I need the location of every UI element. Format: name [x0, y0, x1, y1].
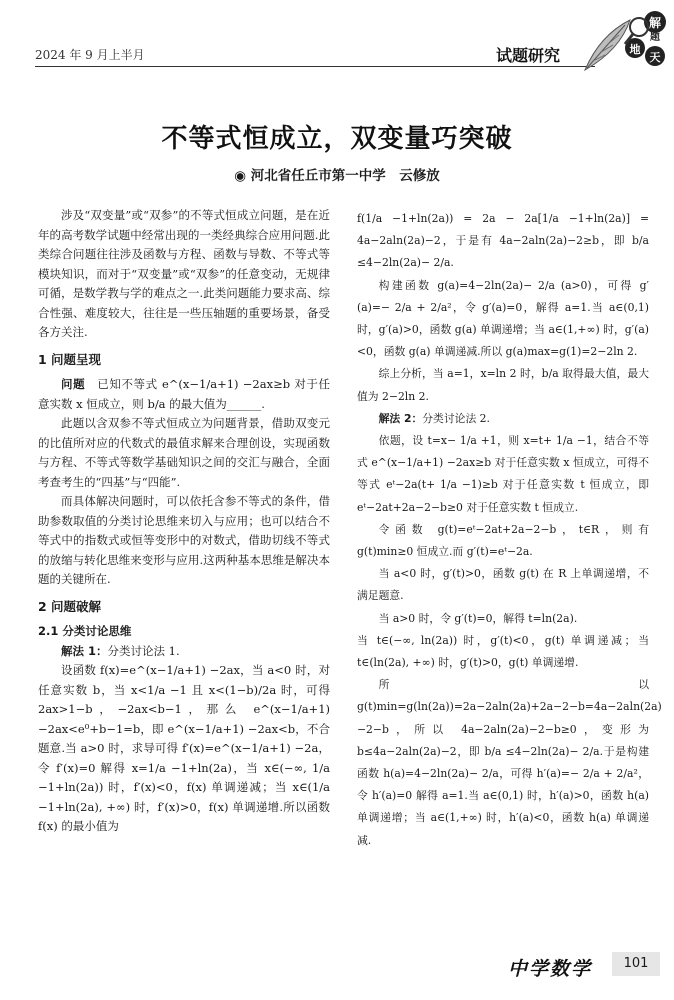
section-heading-2: 2 问题破解 — [38, 598, 102, 614]
problem-paragraph — [38, 375, 330, 414]
page-header — [0, 0, 674, 82]
right-paragraph-6: 当 a<0 时，g′(t)>0，函数 g(t) 在 R 上单调递增，不满足题意. — [357, 567, 649, 603]
solution1-heading — [38, 642, 330, 662]
solution1-label: 解法 1： — [61, 643, 108, 658]
right-paragraph-3: 综上分析，当 a=1，x=ln 2 时，b/a 取得最大值，最大值为 2−2ln 2. — [357, 367, 649, 403]
solution2-title: 分类讨论法 2. — [422, 411, 490, 425]
solution2-label: 解法 2： — [378, 411, 423, 425]
right-paragraph-5: 令函数 g(t)=eᵗ−2at+2a−2−b，t∈R，则有 g(t)min≥0 恒成立.而 g′(t)=eᵗ−2a. — [357, 522, 649, 559]
solution1-title: 分类讨论法 1. — [107, 643, 180, 658]
right-paragraph-9: 所以 g(t)min=g(ln(2a))=2a−2aln(2a)+2a−2−b=4a−2aln(2a)−2−b，所以 4a−2aln(2a)−2−b≥0，变形为 b≤4a−2aln(2a)−2，即 b/a ≤4−2ln(2a)− 2/a.于是构建函数 h(a)=4−2ln(2a)− 2/a，可得 h′(a)=− 2/a + 2/a²，令 h′(a)=0 解得 a=1.当 a∈(0,1) 时，h′(a)>0，函数 h(a) 单调递增；当 a∈(1,+∞) 时，h′(a)<0，函数 h(a) 单调递减. — [357, 678, 662, 847]
right-paragraph-1: f(1/a −1+ln(2a)) = 2a − 2a[1/a −1+ln(2a)] = 4a−2aln(2a)−2，于是有 4a−2aln(2a)−2≥b，即 b/a ≤4−2ln(2a)− 2/a. — [357, 212, 649, 270]
issue-date: 2024 年 9 月上半月 — [35, 48, 145, 62]
right-paragraph-2: 构建函数 g(a)=4−2ln(2a)− 2/a (a>0)，可得 g′(a)=− 2/a + 2/a²，令 g′(a)=0，解得 a=1.当 a∈(0,1) 时，g′(a)>0，函数 g(a) 单调递增；当 a∈(1,+∞) 时，g′(a)<0，函数 g(a) 单调递减.所以 g(a)max=g(1)=2−2ln 2. — [357, 278, 649, 359]
problem-text: 已知不等式 e^(x−1/a+1) −2ax≥b 对于任意实数 x 恒成立，则 b/a 的最大值为______. — [38, 377, 330, 411]
leaf-magnifier-icon — [575, 0, 674, 82]
analysis-paragraph-2: 而具体解决问题时，可以依托含参不等式的条件，借助参数取值的分类讨论思维来切入与应用；也可以结合不等式中的指数式或恒等变形中的对数式，借助切线不等式的放缩与转化思维来变形与应用.这两种基本思维是解决本题的关键所在. — [38, 494, 330, 586]
problem-label: 问题 — [61, 377, 86, 391]
subsection-heading-2-1: 2.1 分类讨论思维 — [38, 624, 132, 638]
section-heading-1: 1 问题呈现 — [38, 351, 102, 367]
right-paragraph-8: 当 t∈(−∞, ln(2a)) 时，g′(t)<0，g(t) 单调递减；当 t∈(ln(2a), +∞) 时，g′(t)>0，g(t) 单调递增. — [357, 633, 649, 670]
left-column — [38, 206, 330, 837]
journal-logo: 中学数学 — [508, 958, 593, 980]
article-author: ◉ 河北省任丘市第一中学 云修放 — [234, 168, 440, 184]
badge-char-1: 解 — [648, 16, 662, 30]
article-title: 不等式恒成立，双变量巧突破 — [161, 124, 513, 154]
section-title: 试题研究 — [496, 46, 561, 65]
header-rule — [35, 66, 595, 67]
right-paragraph-7: 当 a>0 时，令 g′(t)=0，解得 t=ln(2a). — [378, 611, 578, 625]
badge-char-4: 地 — [629, 43, 641, 56]
analysis-paragraph-1: 此题以含双参不等式恒成立为问题背景，借助双变元的比值所对应的代数式的最值求解来合理创设，实现函数与方程、不等式等数学基础知识之间的交汇与融合，全面考查考生的“四基”与“四能”. — [38, 416, 330, 489]
page-number: 101 — [612, 952, 660, 976]
badge-char-2: 题 — [650, 32, 660, 43]
right-column — [357, 208, 662, 852]
right-paragraph-4: 依题，设 t=x− 1/a +1，则 x=t+ 1/a −1，结合不等式 e^(x−1/a+1) −2ax≥b 对于任意实数 x 恒成立，可得不等式 eᵗ−2a(t+ 1/a −1)≥b 对于任意实数 t 恒成立，即 eᵗ−2at+2a−2−b≥0 对于任意实数 t 恒成立. — [357, 434, 649, 514]
solution2-heading — [357, 408, 649, 430]
intro-paragraph: 涉及“双变量”或“双参”的不等式恒成立问题，是在近年的高考数学试题中经常出现的一类经典综合应用问题.此类综合问题往往涉及函数与方程、函数与导数、不等式等模块知识，而对于“双变量”或“双参”的任意变动，无规律可循，是数学教与学的难点之一.此类问题能力要求高、综合性强、难度较大，往往是一些压轴题的重要场景，备受各方关注. — [38, 208, 330, 339]
badge-char-3: 天 — [649, 51, 661, 64]
solution1-paragraph: 设函数 f(x)=e^(x−1/a+1) −2ax，当 a<0 时，对任意实数 b，当 x<1/a −1 且 x<(1−b)/2a 时，可得 2ax>1−b，−2ax<b−1，那么 e^(x−1/a+1) −2ax<e⁰+b−1=b，即 e^(x−1/a+1) −2ax<b，不合题意.当 a>0 时，求导可得 f′(x)=e^(x−1/a+1) −2a，令 f′(x)=0 解得 x=1/a −1+ln(2a)，当 x∈(−∞, 1/a −1+ln(2a)) 时，f′(x)<0，f(x) 单调递减；当 x∈(1/a −1+ln(2a), +∞) 时，f′(x)>0，f(x) 单调递增.所以函数 f(x) 的最小值为 — [38, 663, 330, 833]
